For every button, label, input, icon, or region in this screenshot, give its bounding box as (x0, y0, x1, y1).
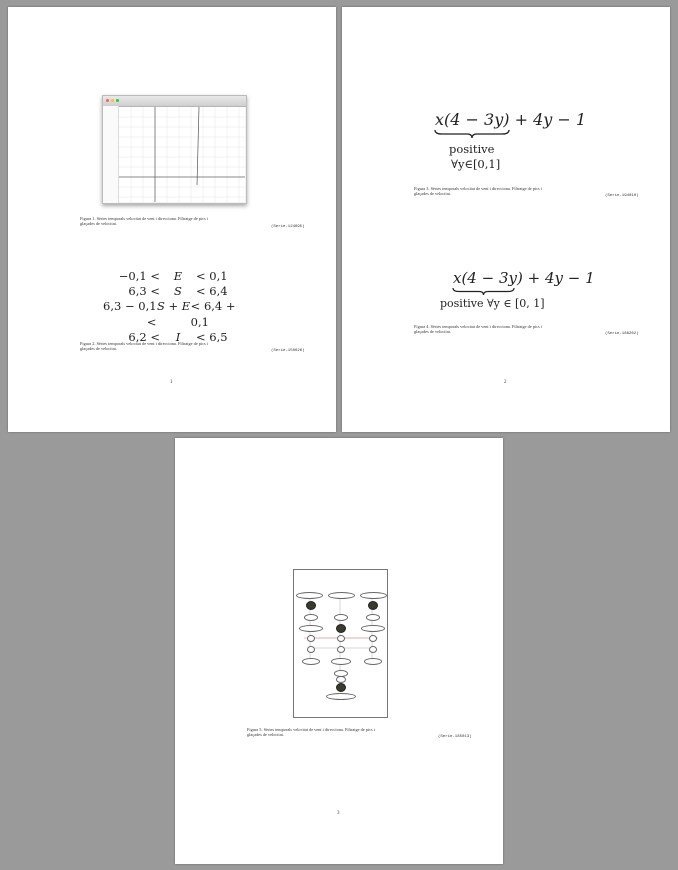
page-1 (8, 7, 336, 432)
close-dot-icon (106, 99, 109, 102)
diagram-node (307, 646, 315, 653)
figure-3-serie: (Serie-194010) (605, 194, 639, 198)
diagram-node (360, 592, 387, 599)
underbrace-b-icon (452, 287, 515, 296)
figure-4-serie: (Serie-188262) (605, 332, 639, 336)
diagram-node (337, 635, 345, 642)
equation-underbrace-inline: x(4 − 3y) + 4y − 1 (453, 269, 595, 287)
window-titlebar (103, 96, 246, 107)
diagram-node (331, 658, 351, 665)
eq-row-4: 6,2 < I < 6,5 (128, 329, 228, 344)
figure-2-caption: Figura 2. Sèries temporals velocitat de vent i direcciona. Filtratge de pics i glaçades de velocitat. (80, 341, 208, 352)
diagram-node (304, 614, 318, 621)
diagram-node (361, 625, 385, 632)
diagram-node (369, 646, 377, 653)
diagram-node-dark (336, 624, 346, 633)
diagram-node (366, 614, 380, 621)
diagram-node (336, 676, 346, 683)
page-number: 1 (170, 380, 173, 385)
inequality-system (94, 269, 254, 345)
figure-5-serie: (Serie-185013) (438, 735, 472, 739)
diagram-node (326, 693, 356, 700)
diagram-node (364, 658, 382, 665)
page-3 (175, 438, 503, 864)
diagram-node (369, 635, 377, 642)
page-2 (342, 7, 670, 432)
underbrace-condition: ∀y∈[0,1] (451, 157, 501, 171)
zoom-dot-icon (116, 99, 119, 102)
diagram-node (328, 592, 355, 599)
curve-line (197, 107, 199, 185)
figure-5-caption: Figura 5. Sèries temporals velocitat de vent i direcciona. Filtratge de pics i glaçades de velocitat. (247, 727, 375, 738)
eq-row-2: 6,3 < S < 6,4 (128, 284, 228, 299)
figure-1-serie: (Serie-124695) (271, 225, 305, 229)
diagram-node (296, 592, 323, 599)
equation-underbrace-stacked: x(4 − 3y) + 4y − 1 (435, 110, 587, 129)
figure-2-serie: (Serie-150626) (271, 349, 305, 353)
underbrace-label-positive: positive (449, 142, 495, 156)
software-screenshot-figure (102, 95, 247, 204)
page-number: 3 (337, 811, 340, 816)
graph-grid-svg (119, 107, 245, 202)
diagram-node (334, 614, 348, 621)
minimize-dot-icon (111, 99, 114, 102)
underbrace-a-icon (434, 129, 510, 139)
figure-1-caption: Figura 1. Sèries temporals velocitat de vent i direcciona. Filtratge de pics i glaçades de velocitat. (80, 216, 208, 227)
diagram-node (299, 625, 323, 632)
page-number: 2 (504, 380, 507, 385)
graph-plot-area (119, 107, 245, 202)
diagram-node-dark (306, 601, 316, 610)
figure-3-caption: Figura 3. Sèries temporals velocitat de vent i direcciona. Filtratge de pics i glaçades de velocitat. (414, 186, 542, 197)
diagram-node-dark (368, 601, 378, 610)
figure-4-caption: Figura 4. Sèries temporals velocitat de vent i direcciona. Filtratge de pics i glaçades de velocitat. (414, 324, 542, 335)
diagram-node (302, 658, 320, 665)
diagram-node (337, 646, 345, 653)
diagram-node (307, 635, 315, 642)
eq-row-3: 6,3 − 0,1 < S + E < 6,4 + 0,1 (103, 299, 236, 329)
diagram-node-dark (336, 683, 346, 692)
window-sidebar (103, 106, 119, 203)
underbrace-label-inline: positive ∀y ∈ [0, 1] (440, 297, 545, 310)
eq-row-1: −0,1 < E < 0,1 (118, 269, 228, 283)
flow-diagram-figure (293, 569, 388, 718)
